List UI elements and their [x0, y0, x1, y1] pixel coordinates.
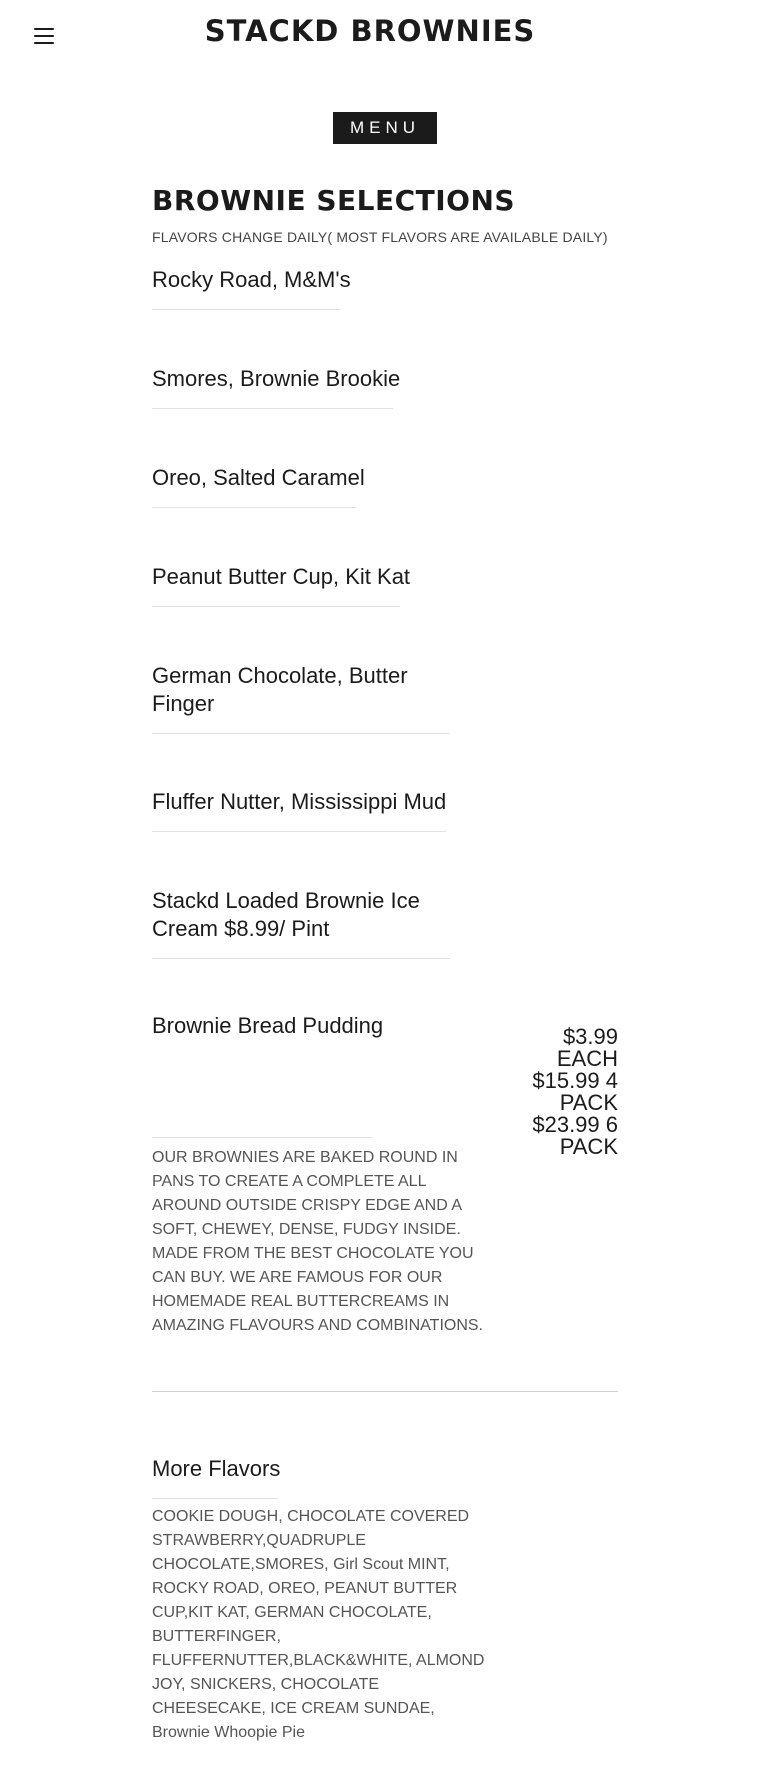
menu-item — [152, 563, 410, 607]
menu-item-name: Smores, Brownie Brookie — [152, 366, 401, 391]
menu-item — [152, 662, 452, 734]
item-divider — [152, 831, 446, 832]
menu-item — [152, 365, 400, 409]
menu-item-name: Rocky Road, M&M's — [152, 267, 351, 292]
brownie-description: OUR BROWNIES ARE BAKED ROUND IN PANS TO CREATE A COMPLETE ALL AROUND OUTSIDE CRISPY EDGE AND A SOFT, CHEWEY, DENSE, FUDGY INSIDE. MADE FROM THE BEST CHOCOLATE YOU CAN BUY. WE ARE FAMOUS FOR OUR HOMEMADE REAL BUTTERCREAMS IN AMAZING FLAVOURS AND COMBINATIONS. — [152, 1149, 483, 1334]
menu-item-name: German Chocolate, Butter Finger — [152, 663, 408, 716]
menu-item — [152, 266, 351, 310]
item-divider — [152, 309, 340, 310]
item-divider — [152, 507, 356, 508]
section-divider — [152, 1391, 618, 1392]
menu-item — [152, 788, 446, 832]
menu-item — [152, 887, 452, 959]
more-flavors-description: COOKIE DOUGH, CHOCOLATE COVERED STRAWBERRY,QUADRUPLE CHOCOLATE,SMORES, Girl Scout MINT, ROCKY ROAD, OREO, PEANUT BUTTER CUP,KIT KAT, GERMAN CHOCOLATE, BUTTERFINGER, FLUFFERNUTTER,BLACK&WHITE, ALMOND JOY, SNICKERS, CHOCOLATE CHEESECAKE, ICE CREAM SUNDAE, Brownie Whoopie Pie — [152, 1508, 485, 1741]
menu-item — [152, 464, 365, 508]
more-flavors-title: More Flavors — [152, 1456, 281, 1481]
menu-item-name: Stackd Loaded Brownie Ice Cream $8.99/ Pint — [152, 888, 420, 941]
menu-item-price: $3.99 EACH $15.99 4 PACK $23.99 6 PACK — [532, 1024, 618, 1159]
site-header — [0, 0, 770, 70]
more-flavors — [152, 1455, 280, 1499]
menu-item — [152, 1012, 383, 1040]
menu-item-name: Fluffer Nutter, Mississippi Mud — [152, 789, 447, 814]
menu-button[interactable]: MENU — [333, 112, 437, 144]
site-title[interactable]: STACKD BROWNIES — [204, 14, 536, 48]
item-divider — [152, 1498, 278, 1499]
item-divider — [152, 408, 393, 409]
item-divider — [152, 606, 400, 607]
item-divider — [152, 958, 450, 959]
section-subtitle: FLAVORS CHANGE DAILY( MOST FLAVORS ARE AVAILABLE DAILY) — [152, 229, 608, 245]
item-divider — [152, 1137, 372, 1138]
menu-item-name: Brownie Bread Pudding — [152, 1013, 384, 1038]
item-divider — [152, 733, 450, 734]
menu-item-name: Peanut Butter Cup, Kit Kat — [152, 564, 411, 589]
section-title: BROWNIE SELECTIONS — [152, 184, 516, 217]
menu-item-name: Oreo, Salted Caramel — [152, 465, 365, 490]
